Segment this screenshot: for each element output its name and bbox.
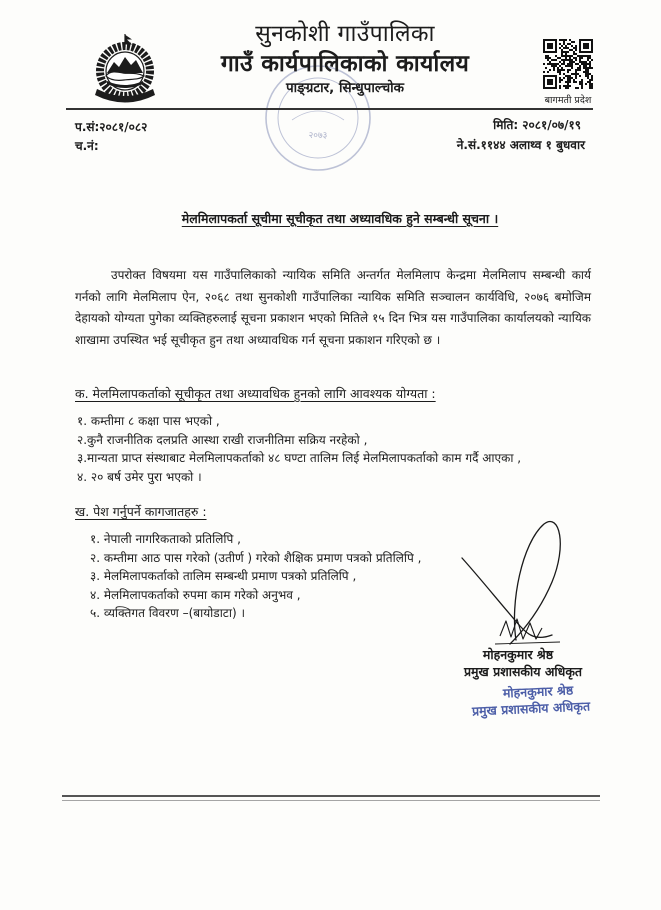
letter-number: प.सं:२०८१/०८२	[75, 120, 148, 134]
list-item: २.कुनै राजनीतिक दलप्रति आस्था राखी राजनीतिमा सक्रिय नरहेको ,	[77, 432, 368, 447]
list-item: २. कम्तीमा आठ पास गरेको (उतीर्ण ) गरेको शैक्षिक प्रमाण पत्रको प्रतिलिपि ,	[90, 550, 422, 565]
office-seal-year: २०७३	[308, 131, 328, 141]
office-address: पाङ्ग्रटार, सिन्धुपाल्चोक	[285, 80, 405, 96]
list-item: १. कम्तीमा ८ कक्षा पास भएको ,	[77, 414, 220, 428]
list-item: ५. व्यक्तिगत विवरण –(बायोडाटा) ।	[90, 606, 246, 621]
list-item: १. नेपाली नागरिकताको प्रतिलिपि ,	[90, 532, 241, 546]
list-item: ३. मेलमिलापकर्ताको तालिम सम्बन्धी प्रमाण पत्रको प्रतिलिपि ,	[90, 569, 357, 584]
signature	[440, 508, 600, 658]
notice-body: उपरोक्त विषयमा यस गाउँपालिकाको न्यायिक समिति अन्तर्गत मेलमिलाप केन्द्रमा मेलमिलाप सम्बन्धी कार्य गर्नको लागि मेलमिलाप ऐन, २०६८ तथा सुनकोशी गाउँपालिका न्यायिक समिति सञ्चालन कार्यविधि, २०७६ बमोजिम देहायको योग्यता पुगेका व्यक्तिहरुलाई सूचना प्रकाशन भएको मितिले १५ दिन भित्र यस गाउँपालिका कार्यालयको न्यायिक शाखामा उपस्थित भई सूचीकृत हुन तथा अध्यावधिक गर्न सूचना प्रकाशन गरिएको छ ।	[75, 268, 591, 347]
qualifications-heading: क. मेलमिलापकर्ताको सूचीकृत तथा अध्यावधिक हुनको लागि आवश्यक योग्यता :	[75, 386, 436, 401]
dispatch-number: च.नं:	[75, 139, 99, 153]
nepal-sambat-date: ने.सं.११४४ अलाथ्व १ बुधवार	[456, 138, 585, 152]
header-divider	[66, 108, 593, 110]
documents-heading: ख. पेश गर्नुपर्ने कागजातहरु :	[75, 504, 207, 519]
signatory-designation: प्रमुख प्रशासकीय अधिकृत	[463, 664, 583, 679]
name-stamp: मोहनकुमार श्रेष्ठ	[502, 682, 574, 701]
municipality-name: सुनकोशी गाउँपालिका	[255, 21, 435, 47]
qualifications-list	[77, 412, 597, 486]
footer-divider-thin	[62, 800, 600, 801]
letter-date: मिति: २०८१/०७/१९	[493, 118, 581, 132]
documents-list	[90, 530, 460, 623]
list-item: ४. २० बर्ष उमेर पुरा भएको ।	[77, 469, 202, 484]
notice-subject	[110, 210, 570, 227]
office-name: गाउँ कार्यपालिकाको कार्यालय	[220, 51, 470, 77]
list-item: ३.मान्यता प्राप्त संस्थाबाट मेलमिलापकर्ताको ४८ घण्टा तालिम लिई मेलमिलापकर्ताको काम गर्दै आएका ,	[77, 451, 522, 466]
list-item: ४. मेलमिलापकर्ताको रुपमा काम गरेको अनुभव ,	[90, 587, 301, 602]
designation-stamp: प्रमुख प्रशासकीय अधिकृत	[471, 698, 591, 719]
qr-code-icon	[543, 39, 593, 89]
province-name: बागमती प्रदेश	[544, 95, 592, 106]
notice-subject-text: मेलमिलापकर्ता सूचीमा सूचीकृत तथा अध्यावधिक हुने सम्बन्धी सूचना ।	[181, 211, 499, 226]
signatory-name: मोहनकुमार श्रेष्ठ	[482, 647, 554, 662]
footer-divider	[62, 795, 600, 797]
